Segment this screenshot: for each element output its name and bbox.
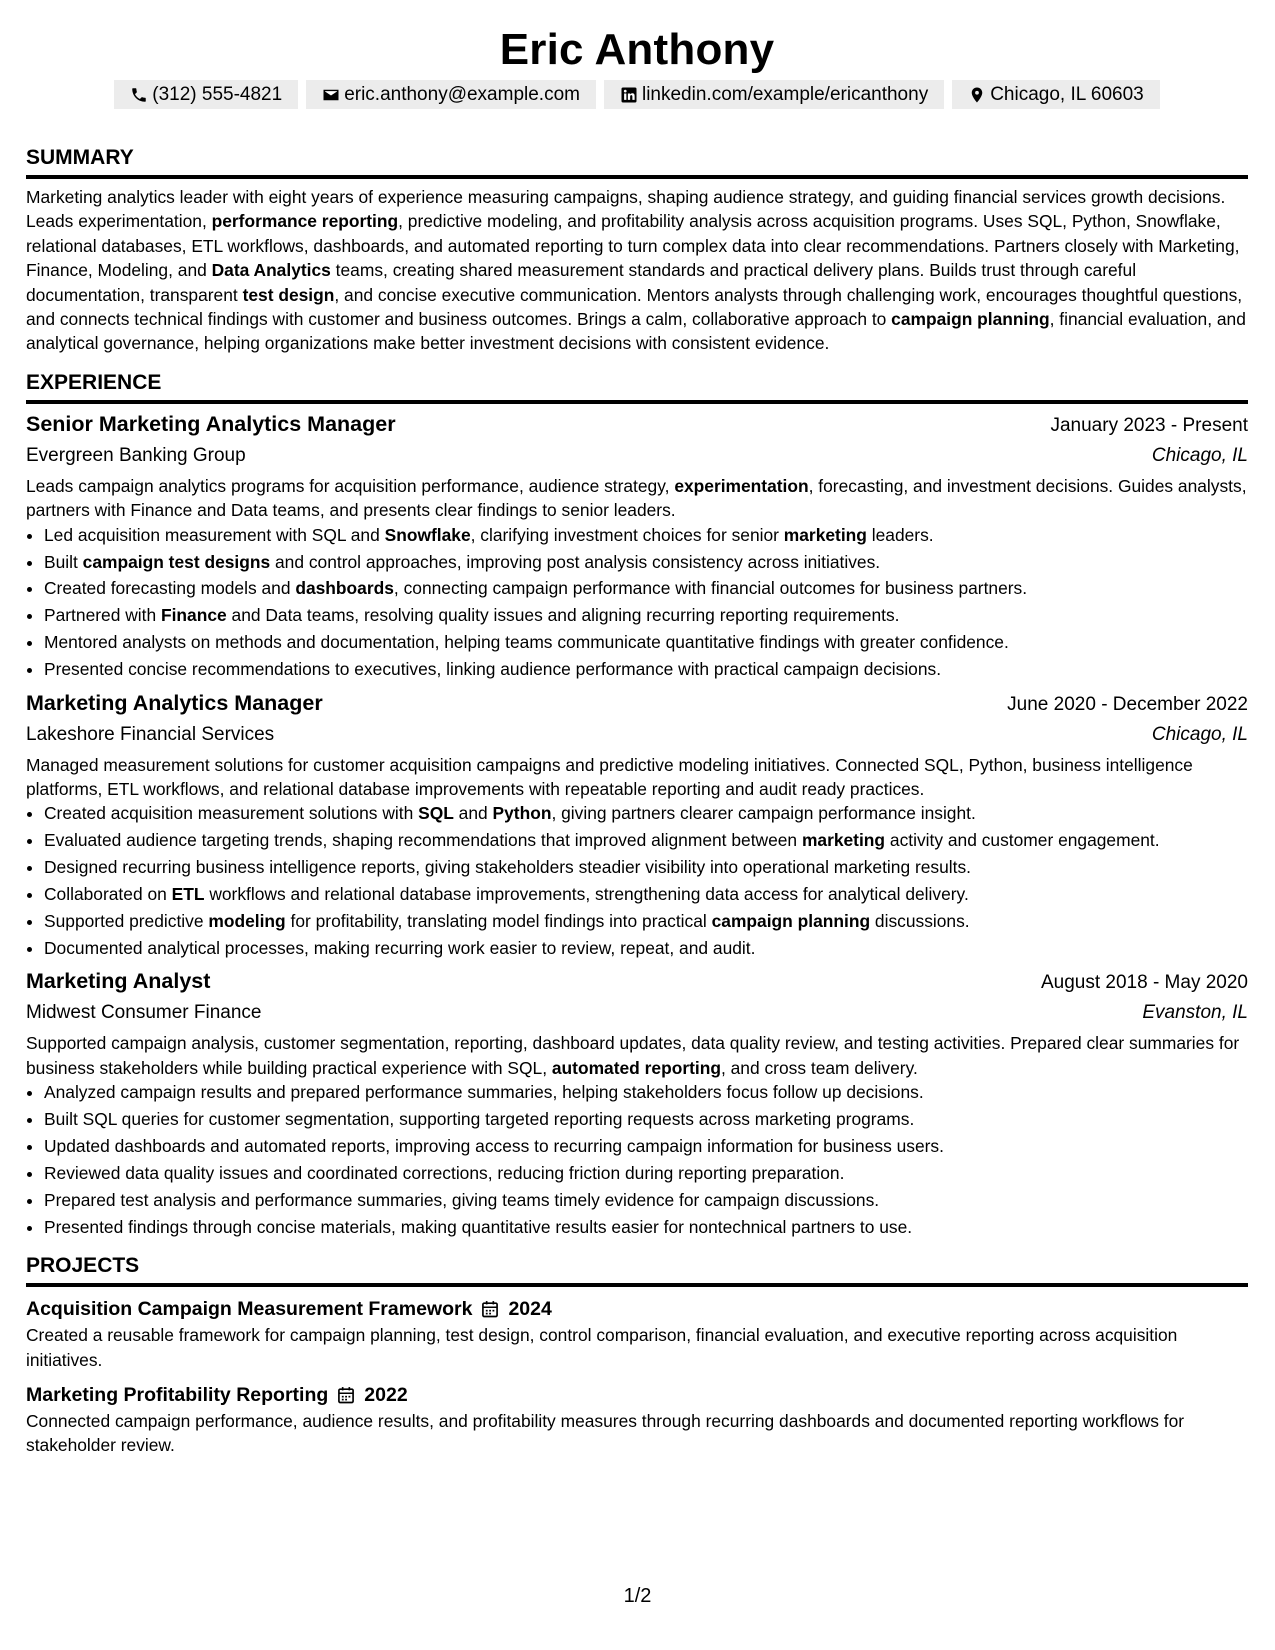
- company-name: Evergreen Banking Group: [26, 444, 246, 466]
- bullet-item: • Evaluated audience targeting trends, shaping recommendations that improved alignment between marketing activity and customer engagement.: [44, 828, 1248, 852]
- bullet-item: • Mentored analysts on methods and documentation, helping teams communicate quantitative findings with greater confidence.: [44, 630, 1248, 654]
- bullet-item: • Created acquisition measurement solutions with SQL and Python, giving partners clearer campaign performance insight.: [44, 801, 1248, 825]
- job-entry: [26, 409, 1248, 682]
- summary-text: Marketing analytics leader with eight years of experience measuring campaigns, shaping audience strategy, and guiding financial services growth decisions. Leads experimentation, performance reporting, predictive modeling, and profitability analysis across acquisition programs. Uses SQL, Python, Snowflake, relational databases, ETL workflows, dashboards, and automated reporting to turn complex data into clear recommendations. Partners closely with Marketing, Finance, Modeling, and Data Analytics teams, creating shared measurement standards and practical delivery plans. Builds trust through careful documentation, transparent test design, and concise executive communication. Mentors analysts through challenging work, encourages thoughtful questions, and connects technical findings with customer and business outcomes. Brings a calm, collaborative approach to campaign planning, financial evaluation, and analytical governance, helping organizations make better investment decisions with consistent evidence.: [26, 187, 1246, 354]
- job-dates: June 2020 - December 2022: [1007, 693, 1248, 715]
- projects-section: [26, 1253, 1248, 1458]
- project-title: Marketing Profitability Reporting: [26, 1383, 329, 1406]
- job-description: Supported campaign analysis, customer segmentation, reporting, dashboard updates, data quality review, and testing activities. Prepared clear summaries for business stakeholders while building practical experience with SQL, automated reporting, and cross team delivery.: [26, 1033, 1240, 1078]
- bullet-item: • Built SQL queries for customer segmentation, supporting targeted reporting requests across marketing programs.: [44, 1107, 1248, 1131]
- section-title-summary: SUMMARY: [26, 145, 1248, 179]
- candidate-name: Eric Anthony: [499, 25, 775, 74]
- page-number: 1/2: [623, 1585, 652, 1607]
- section-title-projects: PROJECTS: [26, 1253, 1248, 1287]
- job-description: Leads campaign analytics programs for acquisition performance, audience strategy, experimentation, forecasting, and investment decisions. Guides analysts, partners with Finance and Data teams, and presents clear findings to senior leaders.: [26, 475, 1247, 521]
- linkedin-icon: [620, 86, 638, 104]
- bullet-item: • Presented concise recommendations to executives, linking audience performance with practical campaign decisions.: [44, 657, 1248, 681]
- contact-linkedin[interactable]: [604, 80, 944, 109]
- job-bullets: [26, 1080, 1248, 1239]
- job-dates: January 2023 - Present: [1050, 414, 1248, 436]
- bullet-item: • Led acquisition measurement with SQL and Snowflake, clarifying investment choices for senior marketing leaders.: [44, 523, 1248, 547]
- bullet-item: • Documented analytical processes, making recurring work easier to review, repeat, and audit.: [44, 936, 1248, 960]
- location-text: Chicago, IL 60603: [990, 84, 1144, 105]
- job-title: Marketing Analyst: [26, 969, 211, 994]
- contact-bar: [26, 80, 1248, 109]
- bullet-item: • Supported predictive modeling for profitability, translating model findings into practical campaign planning discussions.: [44, 909, 1248, 933]
- bullet-item: • Updated dashboards and automated reports, improving access to recurring campaign information for business users.: [44, 1134, 1248, 1158]
- job-location: Chicago, IL: [1151, 723, 1248, 745]
- job-description: Managed measurement solutions for customer acquisition campaigns and predictive modeling initiatives. Connected SQL, Python, business intelligence platforms, ETL workflows, and relational database improvements with repeatable reporting and audit ready practices.: [26, 754, 1193, 799]
- resume-page: [26, 0, 1248, 1458]
- company-name: Lakeshore Financial Services: [26, 723, 275, 745]
- summary-section: [26, 145, 1248, 356]
- job-bullets: [26, 801, 1248, 960]
- bullet-item: • Reviewed data quality issues and coordinated corrections, reducing friction during reporting preparation.: [44, 1161, 1248, 1185]
- calendar-icon: [336, 1385, 356, 1405]
- contact-email[interactable]: [306, 80, 596, 109]
- experience-section: [26, 370, 1248, 1239]
- job-dates: August 2018 - May 2020: [1040, 972, 1248, 994]
- contact-phone[interactable]: [114, 80, 298, 109]
- section-title-experience: EXPERIENCE: [26, 370, 1248, 404]
- phone-text: (312) 555-4821: [152, 84, 283, 105]
- email-text: eric.anthony@example.com: [344, 84, 580, 105]
- project-entry: [26, 1381, 1248, 1458]
- envelope-icon: [322, 86, 340, 104]
- bullet-item: • Collaborated on ETL workflows and relational database improvements, strengthening data access for analytical delivery.: [44, 882, 1248, 906]
- project-title: Acquisition Campaign Measurement Framework: [26, 1298, 473, 1321]
- job-title: Senior Marketing Analytics Manager: [26, 411, 396, 436]
- linkedin-text: linkedin.com/example/ericanthony: [641, 84, 929, 105]
- bullet-item: • Designed recurring business intelligence reports, giving stakeholders steadier visibility into operational marketing results.: [44, 855, 1248, 879]
- project-year: 2024: [508, 1298, 552, 1321]
- bullet-item: • Presented findings through concise materials, making quantitative results easier for nontechnical partners to use.: [44, 1215, 1248, 1239]
- job-location: Evanston, IL: [1142, 1002, 1248, 1024]
- job-location: Chicago, IL: [1151, 444, 1248, 466]
- bullet-item: • Created forecasting models and dashboards, connecting campaign performance with financial outcomes for business partners.: [44, 576, 1248, 600]
- job-title: Marketing Analytics Manager: [26, 690, 323, 715]
- phone-icon: [130, 86, 148, 104]
- contact-location: [952, 80, 1160, 109]
- calendar-icon: [480, 1299, 500, 1319]
- bullet-item: • Partnered with Finance and Data teams, resolving quality issues and aligning recurring reporting requirements.: [44, 603, 1248, 627]
- map-pin-icon: [968, 86, 986, 104]
- job-entry: [26, 966, 1248, 1239]
- bullet-item: • Prepared test analysis and performance summaries, giving teams timely evidence for campaign discussions.: [44, 1188, 1248, 1212]
- company-name: Midwest Consumer Finance: [26, 1002, 262, 1024]
- project-description: Created a reusable framework for campaign planning, test design, control comparison, financial evaluation, and executive reporting across acquisition initiatives.: [26, 1325, 1178, 1370]
- job-bullets: [26, 523, 1248, 682]
- project-year: 2022: [364, 1383, 408, 1406]
- job-entry: [26, 688, 1248, 961]
- project-description: Connected campaign performance, audience results, and profitability measures through recurring dashboards and documented reporting workflows for stakeholder review.: [26, 1410, 1185, 1456]
- project-entry: [26, 1295, 1248, 1372]
- bullet-item: • Analyzed campaign results and prepared performance summaries, helping stakeholders focus follow up decisions.: [44, 1080, 1248, 1104]
- bullet-item: • Built campaign test designs and control approaches, improving post analysis consistency across initiatives.: [44, 550, 1248, 574]
